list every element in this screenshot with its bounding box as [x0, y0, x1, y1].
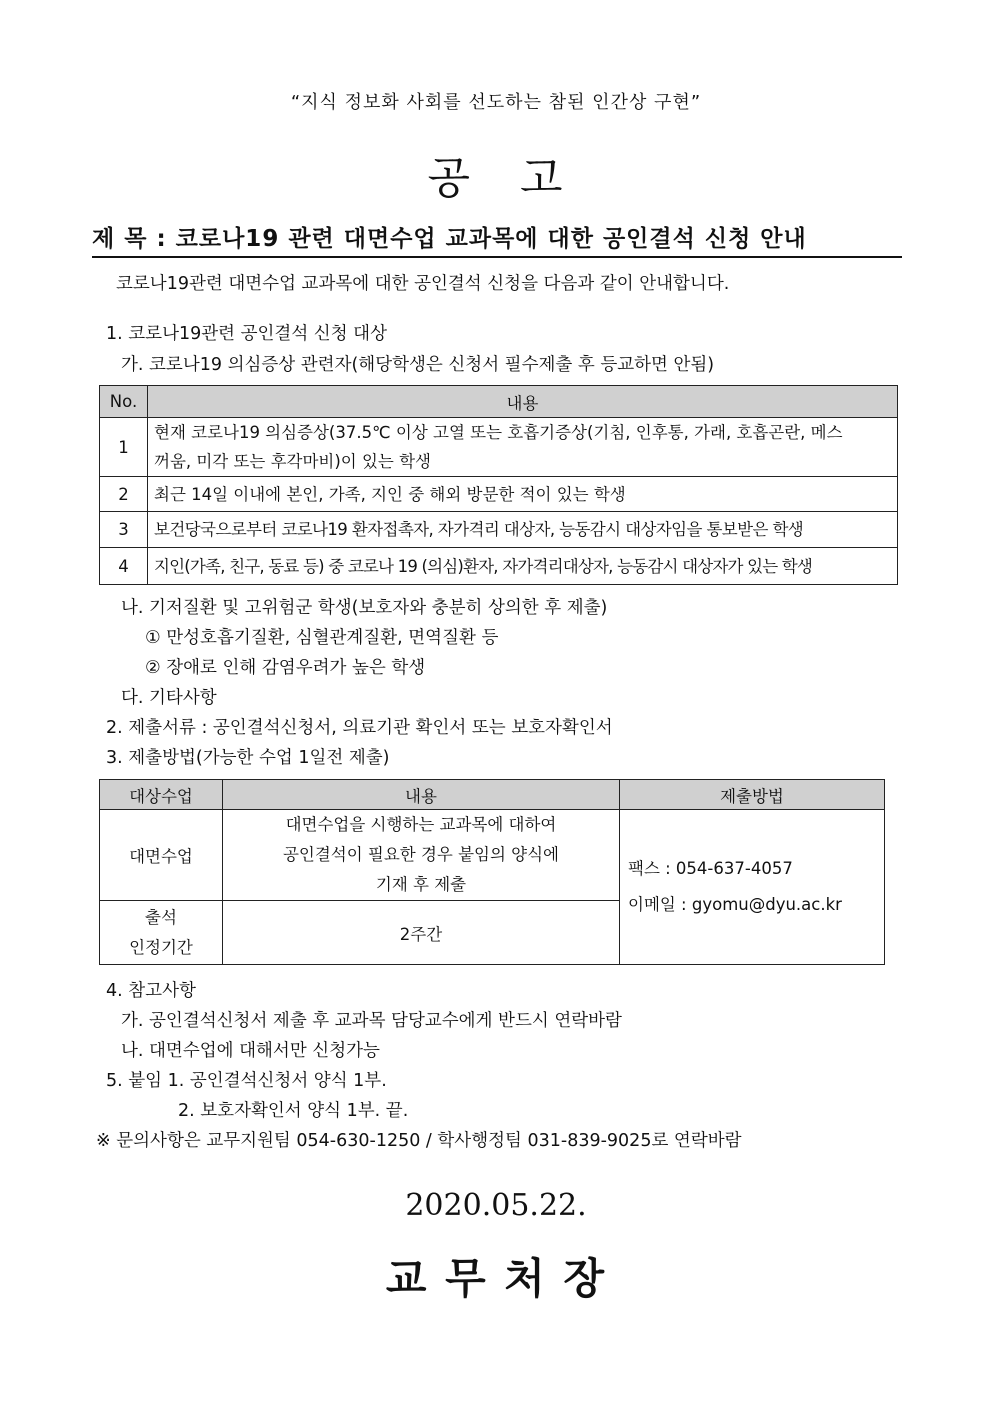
table-header-target: 대상수업 [100, 780, 223, 810]
section1-na-sub2: ② 장애로 인해 감염우려가 높은 학생 [145, 658, 426, 678]
slogan: “지식 정보화 사회를 선도하는 참된 인간상 구현” [290, 92, 702, 113]
row-number: 2 [100, 477, 148, 512]
section4-item-na: 나. 대면수업에 대해서만 신청가능 [121, 1041, 380, 1061]
section1-item-da: 다. 기타사항 [121, 688, 217, 708]
table-row [100, 512, 898, 548]
table-row [100, 477, 898, 512]
attendance-period-value: 2주간 [223, 901, 620, 965]
target-table [99, 385, 898, 585]
table-header-content: 내용 [223, 780, 620, 810]
email-address: 이메일 : gyomu@dyu.ac.kr [628, 895, 842, 914]
table-header-content: 내용 [148, 386, 898, 418]
table-header-no: No. [100, 386, 148, 418]
attendance-period-label [100, 901, 223, 965]
section3-title: 3. 제출방법(가능한 수업 1일전 제출) [106, 748, 390, 768]
row-number: 1 [100, 418, 148, 477]
section5-line1: 5. 붙임 1. 공인결석신청서 양식 1부. [106, 1071, 387, 1091]
label-line: 출석 [145, 907, 177, 927]
submission-table [99, 779, 885, 965]
section1-item-ga: 가. 코로나19 의심증상 관련자(해당학생은 신청서 필수제출 후 등교하면 안됨) [121, 355, 715, 375]
table-row [100, 548, 898, 585]
row-content-line: 기재 후 제출 [375, 875, 467, 894]
section1-na-sub1: ① 만성호흡기질환, 심혈관계질환, 면역질환 등 [145, 628, 499, 648]
row-content-line: 현재 코로나19 의심증상(37.5℃ 이상 고열 또는 호흡기증상(기침, 인후통, 가래, 호흡곤란, 메스 [154, 423, 843, 442]
section5-line2: 2. 보호자확인서 양식 1부. 끝. [178, 1101, 409, 1121]
row-number: 4 [100, 548, 148, 585]
intro-text: 코로나19관련 대면수업 교과목에 대한 공인결석 신청을 다음과 같이 안내합니다. [116, 274, 730, 294]
row-content-line: 꺼움, 미각 또는 후각마비)이 있는 학생 [154, 452, 431, 471]
row-content [223, 810, 620, 901]
notice-heading: 공 고 [427, 153, 565, 204]
submission-method [620, 810, 885, 965]
row-content-line: 공인결석이 필요한 경우 붙임의 양식에 [282, 845, 559, 864]
signer: 교 무 처 장 [385, 1254, 607, 1303]
row-content [148, 418, 898, 477]
section4-item-ga: 가. 공인결석신청서 제출 후 교과목 담당교수에게 반드시 연락바람 [121, 1011, 622, 1031]
table-header-method: 제출방법 [620, 780, 885, 810]
label-line: 인정기간 [129, 937, 193, 957]
subject-underline [92, 256, 902, 258]
target-class: 대면수업 [100, 810, 223, 901]
section1-title: 1. 코로나19관련 공인결석 신청 대상 [106, 324, 387, 344]
table-row [100, 810, 885, 901]
row-content: 지인(가족, 친구, 동료 등) 중 코로나 19 (의심)환자, 자가격리대상자, 능동감시 대상자가 있는 학생 [148, 548, 898, 585]
notice-date: 2020.05.22. [405, 1188, 587, 1223]
notice-subject: 제 목 : 코로나19 관련 대면수업 교과목에 대한 공인결석 신청 안내 [92, 226, 807, 252]
row-content: 보건당국으로부터 코로나19 환자접촉자, 자가격리 대상자, 능동감시 대상자임을 통보받은 학생 [148, 512, 898, 548]
table-row [100, 418, 898, 477]
row-number: 3 [100, 512, 148, 548]
inquiry-text: ※ 문의사항은 교무지원팀 054-630-1250 / 학사행정팀 031-839-9025로 연락바람 [96, 1131, 742, 1151]
fax-number: 팩스 : 054-637-4057 [628, 859, 793, 878]
row-content-line: 대면수업을 시행하는 교과목에 대하여 [285, 815, 557, 834]
section2-text: 2. 제출서류 : 공인결석신청서, 의료기관 확인서 또는 보호자확인서 [106, 718, 613, 738]
section1-item-na: 나. 기저질환 및 고위험군 학생(보호자와 충분히 상의한 후 제출) [121, 598, 608, 618]
row-content: 최근 14일 이내에 본인, 가족, 지인 중 해외 방문한 적이 있는 학생 [148, 477, 898, 512]
section4-title: 4. 참고사항 [106, 981, 196, 1001]
